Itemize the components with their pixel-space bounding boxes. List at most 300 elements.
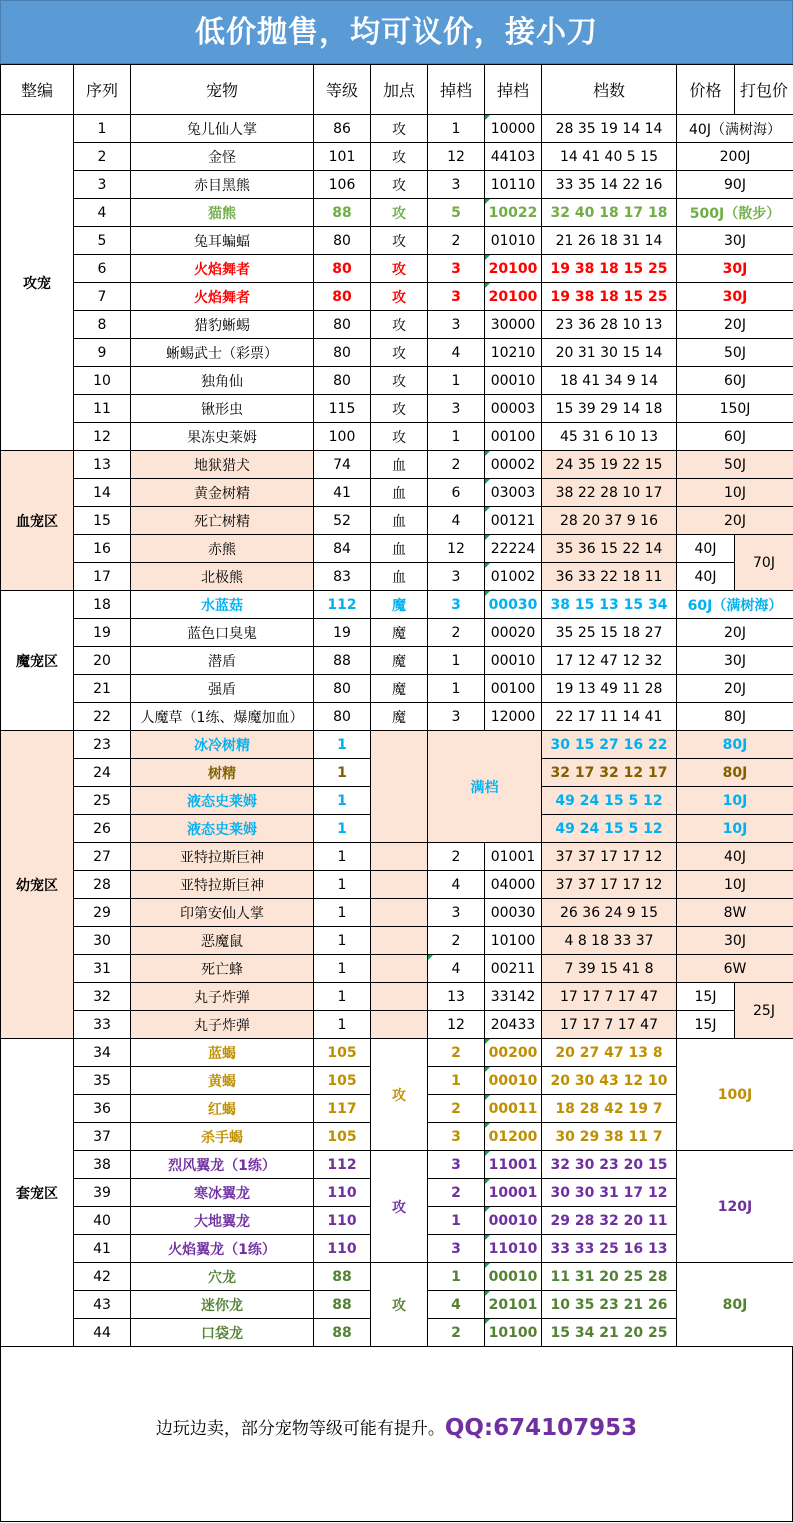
drop-count-cell: 12 [428, 1011, 485, 1039]
zone-label: 攻宠 [1, 115, 74, 451]
seq-cell: 9 [74, 339, 131, 367]
level-cell: 80 [314, 227, 371, 255]
grade-stats-cell: 15 34 21 20 25 [542, 1319, 677, 1347]
pet-name-cell: 杀手蝎 [131, 1123, 314, 1151]
grade-stats-cell: 4 8 18 33 37 [542, 927, 677, 955]
table-row [1, 367, 793, 395]
seq-cell: 41 [74, 1235, 131, 1263]
grade-stats-cell: 49 24 15 5 12 [542, 787, 677, 815]
stat-point-cell: 攻 [371, 227, 428, 255]
table-row [1, 731, 793, 759]
price-cell: 30J [677, 283, 793, 311]
zone-label: 魔宠区 [1, 591, 74, 731]
drop-code-cell: 20100 [485, 283, 542, 311]
grade-stats-cell: 17 17 7 17 47 [542, 983, 677, 1011]
price-cell: 60J [677, 423, 793, 451]
level-cell: 86 [314, 115, 371, 143]
seq-cell: 6 [74, 255, 131, 283]
seq-cell: 2 [74, 143, 131, 171]
level-cell: 101 [314, 143, 371, 171]
level-cell: 112 [314, 1151, 371, 1179]
qq-label: QQ: [444, 1415, 494, 1441]
grade-stats-cell: 29 28 32 20 11 [542, 1207, 677, 1235]
level-cell: 1 [314, 731, 371, 759]
table-row [1, 535, 793, 563]
price-cell: 30J [677, 647, 793, 675]
table-row [1, 507, 793, 535]
price-cell: 40J [677, 843, 793, 871]
drop-code-cell: 20100 [485, 255, 542, 283]
table-row [1, 255, 793, 283]
grade-stats-cell: 30 15 27 16 22 [542, 731, 677, 759]
pet-name-cell: 兔耳蝙蝠 [131, 227, 314, 255]
stat-point-cell: 血 [371, 507, 428, 535]
pet-name-cell: 丸子炸弹 [131, 1011, 314, 1039]
drop-code-cell: 00010 [485, 647, 542, 675]
pet-name-cell: 冰冷树精 [131, 731, 314, 759]
column-header: 整编 [1, 65, 74, 115]
pet-name-cell: 人魔草（1练、爆魔加血） [131, 703, 314, 731]
drop-code-cell: 22224 [485, 535, 542, 563]
grade-stats-cell: 35 25 15 18 27 [542, 619, 677, 647]
seq-cell: 3 [74, 171, 131, 199]
level-cell: 1 [314, 759, 371, 787]
grade-stats-cell: 17 17 7 17 47 [542, 1011, 677, 1039]
pet-price-table [0, 64, 793, 1347]
stat-point-cell: 攻 [371, 311, 428, 339]
stat-point-cell: 攻 [371, 1039, 428, 1151]
grade-stats-cell: 17 12 47 12 32 [542, 647, 677, 675]
pet-name-cell: 兔儿仙人掌 [131, 115, 314, 143]
seq-cell: 27 [74, 843, 131, 871]
seq-cell: 19 [74, 619, 131, 647]
stat-point-cell: 魔 [371, 619, 428, 647]
pack-price-cell: 70J [735, 535, 793, 591]
stat-point-cell [371, 1011, 428, 1039]
pet-name-cell: 印第安仙人掌 [131, 899, 314, 927]
grade-stats-cell: 32 30 23 20 15 [542, 1151, 677, 1179]
pet-name-cell: 红蝎 [131, 1095, 314, 1123]
column-header: 档数 [542, 65, 677, 115]
seq-cell: 5 [74, 227, 131, 255]
drop-code-cell: 00003 [485, 395, 542, 423]
price-cell: 10J [677, 787, 793, 815]
footer-note [0, 1414, 793, 1441]
pet-name-cell: 赤目黑熊 [131, 171, 314, 199]
footer-text: 边玩边卖，部分宠物等级可能有提升。 [155, 1419, 445, 1439]
price-cell: 20J [677, 311, 793, 339]
level-cell: 88 [314, 1263, 371, 1291]
seq-cell: 25 [74, 787, 131, 815]
price-cell: 10J [677, 871, 793, 899]
seq-cell: 20 [74, 647, 131, 675]
stat-point-cell: 血 [371, 451, 428, 479]
drop-code-cell: 01001 [485, 843, 542, 871]
seq-cell: 1 [74, 115, 131, 143]
price-cell: 20J [677, 619, 793, 647]
grade-stats-cell: 14 41 40 5 15 [542, 143, 677, 171]
drop-code-cell: 00010 [485, 1263, 542, 1291]
stat-point-cell: 血 [371, 535, 428, 563]
table-row [1, 703, 793, 731]
price-cell: 6W [677, 955, 793, 983]
level-cell: 100 [314, 423, 371, 451]
price-cell: 50J [677, 451, 793, 479]
stat-point-cell: 攻 [371, 339, 428, 367]
stat-point-cell: 攻 [371, 283, 428, 311]
table-header-row [1, 65, 793, 115]
grade-stats-cell: 20 31 30 15 14 [542, 339, 677, 367]
drop-code-cell: 00002 [485, 451, 542, 479]
pet-name-cell: 蜥蜴武士（彩票） [131, 339, 314, 367]
table-row [1, 199, 793, 227]
seq-cell: 24 [74, 759, 131, 787]
stat-point-cell: 血 [371, 479, 428, 507]
level-cell: 80 [314, 339, 371, 367]
pet-name-cell: 亚特拉斯巨神 [131, 843, 314, 871]
grade-stats-cell: 37 37 17 17 12 [542, 843, 677, 871]
seq-cell: 38 [74, 1151, 131, 1179]
pet-name-cell: 锹形虫 [131, 395, 314, 423]
price-cell: 80J [677, 703, 793, 731]
price-cell: 80J [677, 731, 793, 759]
column-header: 打包价 [735, 65, 793, 115]
seq-cell: 13 [74, 451, 131, 479]
price-cell: 40J [677, 563, 735, 591]
level-cell: 110 [314, 1207, 371, 1235]
seq-cell: 7 [74, 283, 131, 311]
pet-name-cell: 恶魔鼠 [131, 927, 314, 955]
price-cell: 20J [677, 507, 793, 535]
grade-stats-cell: 24 35 19 22 15 [542, 451, 677, 479]
level-cell: 1 [314, 815, 371, 843]
seq-cell: 39 [74, 1179, 131, 1207]
price-cell: 500J（散步） [677, 199, 793, 227]
pet-name-cell: 黄蝎 [131, 1067, 314, 1095]
level-cell: 1 [314, 955, 371, 983]
level-cell: 1 [314, 843, 371, 871]
drop-code-cell: 00011 [485, 1095, 542, 1123]
table-row [1, 451, 793, 479]
price-cell: 60J [677, 367, 793, 395]
seq-cell: 26 [74, 815, 131, 843]
level-cell: 106 [314, 171, 371, 199]
price-cell: 15J [677, 983, 735, 1011]
drop-count-cell: 4 [428, 339, 485, 367]
seq-cell: 30 [74, 927, 131, 955]
pet-name-cell: 大地翼龙 [131, 1207, 314, 1235]
pet-name-cell: 北极熊 [131, 563, 314, 591]
table-row [1, 1263, 793, 1291]
grade-stats-cell: 36 33 22 18 11 [542, 563, 677, 591]
grade-stats-cell: 49 24 15 5 12 [542, 815, 677, 843]
drop-code-cell: 33142 [485, 983, 542, 1011]
drop-count-cell: 4 [428, 871, 485, 899]
grade-stats-cell: 22 17 11 14 41 [542, 703, 677, 731]
stat-point-cell [371, 927, 428, 955]
stat-point-cell: 攻 [371, 423, 428, 451]
drop-code-cell: 10100 [485, 1319, 542, 1347]
level-cell: 80 [314, 675, 371, 703]
page-title: 低价抛售，均可议价，接小刀 [0, 0, 793, 64]
seq-cell: 35 [74, 1067, 131, 1095]
pet-name-cell: 液态史莱姆 [131, 787, 314, 815]
pet-name-cell: 丸子炸弹 [131, 983, 314, 1011]
table-row [1, 423, 793, 451]
grade-stats-cell: 23 36 28 10 13 [542, 311, 677, 339]
drop-count-cell: 12 [428, 535, 485, 563]
grade-stats-cell: 32 17 32 12 17 [542, 759, 677, 787]
qq-number: 674107953 [493, 1415, 638, 1441]
seq-cell: 14 [74, 479, 131, 507]
drop-count-cell: 2 [428, 1095, 485, 1123]
table-row [1, 927, 793, 955]
pet-name-cell: 烈风翼龙（1练） [131, 1151, 314, 1179]
grade-stats-cell: 35 36 15 22 14 [542, 535, 677, 563]
drop-code-cell: 12000 [485, 703, 542, 731]
pet-name-cell: 液态史莱姆 [131, 815, 314, 843]
seq-cell: 43 [74, 1291, 131, 1319]
drop-count-cell: 3 [428, 311, 485, 339]
seq-cell: 16 [74, 535, 131, 563]
table-row [1, 115, 793, 143]
table-row [1, 143, 793, 171]
drop-code-cell: 01010 [485, 227, 542, 255]
drop-code-cell: 01002 [485, 563, 542, 591]
grade-stats-cell: 21 26 18 31 14 [542, 227, 677, 255]
seq-cell: 15 [74, 507, 131, 535]
seq-cell: 32 [74, 983, 131, 1011]
drop-code-cell: 00030 [485, 899, 542, 927]
drop-code-cell: 10210 [485, 339, 542, 367]
grade-stats-cell: 37 37 17 17 12 [542, 871, 677, 899]
pet-name-cell: 地狱猎犬 [131, 451, 314, 479]
price-cell: 20J [677, 675, 793, 703]
stat-point-cell [371, 871, 428, 899]
zone-label: 套宠区 [1, 1039, 74, 1347]
grade-stats-cell: 7 39 15 41 8 [542, 955, 677, 983]
pet-name-cell: 口袋龙 [131, 1319, 314, 1347]
price-cell: 80J [677, 759, 793, 787]
drop-count-cell: 1 [428, 647, 485, 675]
pet-name-cell: 黄金树精 [131, 479, 314, 507]
grade-stats-cell: 38 22 28 10 17 [542, 479, 677, 507]
drop-count-cell: 1 [428, 1067, 485, 1095]
pet-name-cell: 潜盾 [131, 647, 314, 675]
level-cell: 80 [314, 283, 371, 311]
price-cell: 30J [677, 227, 793, 255]
seq-cell: 11 [74, 395, 131, 423]
stat-point-cell: 魔 [371, 647, 428, 675]
drop-count-cell: 13 [428, 983, 485, 1011]
grade-stats-cell: 11 31 20 25 28 [542, 1263, 677, 1291]
seq-cell: 12 [74, 423, 131, 451]
seq-cell: 42 [74, 1263, 131, 1291]
drop-count-cell: 1 [428, 1263, 485, 1291]
drop-count-cell: 3 [428, 1151, 485, 1179]
drop-code-cell: 00100 [485, 675, 542, 703]
level-cell: 41 [314, 479, 371, 507]
drop-count-cell: 3 [428, 283, 485, 311]
table-row [1, 871, 793, 899]
seq-cell: 31 [74, 955, 131, 983]
table-row [1, 479, 793, 507]
seq-cell: 23 [74, 731, 131, 759]
grade-stats-cell: 38 15 13 15 34 [542, 591, 677, 619]
drop-code-cell: 20433 [485, 1011, 542, 1039]
drop-code-cell: 00030 [485, 591, 542, 619]
pack-price-cell: 25J [735, 983, 793, 1039]
drop-count-cell: 3 [428, 171, 485, 199]
drop-count-cell: 2 [428, 451, 485, 479]
drop-count-cell: 2 [428, 1319, 485, 1347]
drop-code-cell: 00010 [485, 367, 542, 395]
pet-name-cell: 强盾 [131, 675, 314, 703]
stat-point-cell: 攻 [371, 199, 428, 227]
seq-cell: 34 [74, 1039, 131, 1067]
price-cell: 8W [677, 899, 793, 927]
level-cell: 1 [314, 787, 371, 815]
table-row [1, 563, 793, 591]
table-row [1, 983, 793, 1011]
drop-code-cell: 00211 [485, 955, 542, 983]
grade-stats-cell: 20 27 47 13 8 [542, 1039, 677, 1067]
pet-name-cell: 火焰舞者 [131, 255, 314, 283]
price-cell: 40J（满树海） [677, 115, 793, 143]
drop-code-cell: 30000 [485, 311, 542, 339]
column-header: 等级 [314, 65, 371, 115]
pack-price-cell: 120J [677, 1151, 793, 1263]
drop-count-cell: 3 [428, 395, 485, 423]
column-header: 序列 [74, 65, 131, 115]
seq-cell: 22 [74, 703, 131, 731]
drop-count-cell: 2 [428, 619, 485, 647]
seq-cell: 44 [74, 1319, 131, 1347]
zone-label: 幼宠区 [1, 731, 74, 1039]
level-cell: 74 [314, 451, 371, 479]
drop-count-cell: 2 [428, 1179, 485, 1207]
grade-stats-cell: 26 36 24 9 15 [542, 899, 677, 927]
pet-name-cell: 蓝蝎 [131, 1039, 314, 1067]
drop-count-cell: 1 [428, 367, 485, 395]
drop-count-cell: 6 [428, 479, 485, 507]
price-cell: 10J [677, 479, 793, 507]
seq-cell: 4 [74, 199, 131, 227]
grade-stats-cell: 33 35 14 22 16 [542, 171, 677, 199]
stat-point-cell: 魔 [371, 703, 428, 731]
level-cell: 88 [314, 1291, 371, 1319]
level-cell: 1 [314, 1011, 371, 1039]
stat-point-cell: 攻 [371, 171, 428, 199]
level-cell: 80 [314, 703, 371, 731]
drop-count-cell: 3 [428, 703, 485, 731]
grade-stats-cell: 15 39 29 14 18 [542, 395, 677, 423]
price-cell: 40J [677, 535, 735, 563]
pet-name-cell: 寒冰翼龙 [131, 1179, 314, 1207]
level-cell: 1 [314, 983, 371, 1011]
grade-stats-cell: 19 13 49 11 28 [542, 675, 677, 703]
level-cell: 1 [314, 899, 371, 927]
stat-point-cell: 攻 [371, 1151, 428, 1263]
drop-code-cell: 10110 [485, 171, 542, 199]
grade-stats-cell: 20 30 43 12 10 [542, 1067, 677, 1095]
drop-code-cell: 20101 [485, 1291, 542, 1319]
pet-name-cell: 迷你龙 [131, 1291, 314, 1319]
stat-point-cell: 攻 [371, 395, 428, 423]
pet-name-cell: 水蓝菇 [131, 591, 314, 619]
drop-code-cell: 00010 [485, 1067, 542, 1095]
column-header: 加点 [371, 65, 428, 115]
table-row [1, 619, 793, 647]
pet-name-cell: 赤熊 [131, 535, 314, 563]
drop-count-cell: 1 [428, 675, 485, 703]
pet-name-cell: 果冻史莱姆 [131, 423, 314, 451]
drop-code-cell: 01200 [485, 1123, 542, 1151]
pet-name-cell: 猫熊 [131, 199, 314, 227]
seq-cell: 40 [74, 1207, 131, 1235]
drop-code-cell: 03003 [485, 479, 542, 507]
table-row [1, 395, 793, 423]
stat-point-cell [371, 899, 428, 927]
stat-point-cell: 攻 [371, 115, 428, 143]
price-cell: 30J [677, 927, 793, 955]
table-row [1, 339, 793, 367]
pet-name-cell: 火焰舞者 [131, 283, 314, 311]
seq-cell: 28 [74, 871, 131, 899]
stat-point-cell [371, 955, 428, 983]
column-header: 宠物 [131, 65, 314, 115]
stat-point-cell: 攻 [371, 367, 428, 395]
table-row [1, 647, 793, 675]
table-row [1, 1151, 793, 1179]
drop-code-cell: 10000 [485, 115, 542, 143]
pet-name-cell: 蓝色口臭鬼 [131, 619, 314, 647]
drop-code-cell: 11001 [485, 1151, 542, 1179]
stat-point-cell: 魔 [371, 591, 428, 619]
level-cell: 80 [314, 367, 371, 395]
column-header: 掉档 [428, 65, 485, 115]
full-grade-cell: 满档 [428, 731, 542, 843]
price-cell: 90J [677, 171, 793, 199]
drop-count-cell: 1 [428, 423, 485, 451]
level-cell: 1 [314, 927, 371, 955]
level-cell: 110 [314, 1235, 371, 1263]
table-row [1, 171, 793, 199]
grade-stats-cell: 30 30 31 17 12 [542, 1179, 677, 1207]
level-cell: 105 [314, 1123, 371, 1151]
drop-code-cell: 44103 [485, 143, 542, 171]
drop-code-cell: 10022 [485, 199, 542, 227]
column-header: 掉档 [485, 65, 542, 115]
seq-cell: 29 [74, 899, 131, 927]
drop-code-cell: 00200 [485, 1039, 542, 1067]
seq-cell: 37 [74, 1123, 131, 1151]
table-row [1, 283, 793, 311]
seq-cell: 10 [74, 367, 131, 395]
pack-price-cell: 80J [677, 1263, 793, 1347]
level-cell: 105 [314, 1039, 371, 1067]
drop-count-cell: 3 [428, 899, 485, 927]
pack-price-cell: 100J [677, 1039, 793, 1151]
level-cell: 117 [314, 1095, 371, 1123]
drop-code-cell: 10001 [485, 1179, 542, 1207]
table-row [1, 675, 793, 703]
drop-count-cell: 1 [428, 1207, 485, 1235]
drop-count-cell: 3 [428, 1235, 485, 1263]
pet-name-cell: 死亡树精 [131, 507, 314, 535]
level-cell: 52 [314, 507, 371, 535]
stat-point-cell: 魔 [371, 675, 428, 703]
